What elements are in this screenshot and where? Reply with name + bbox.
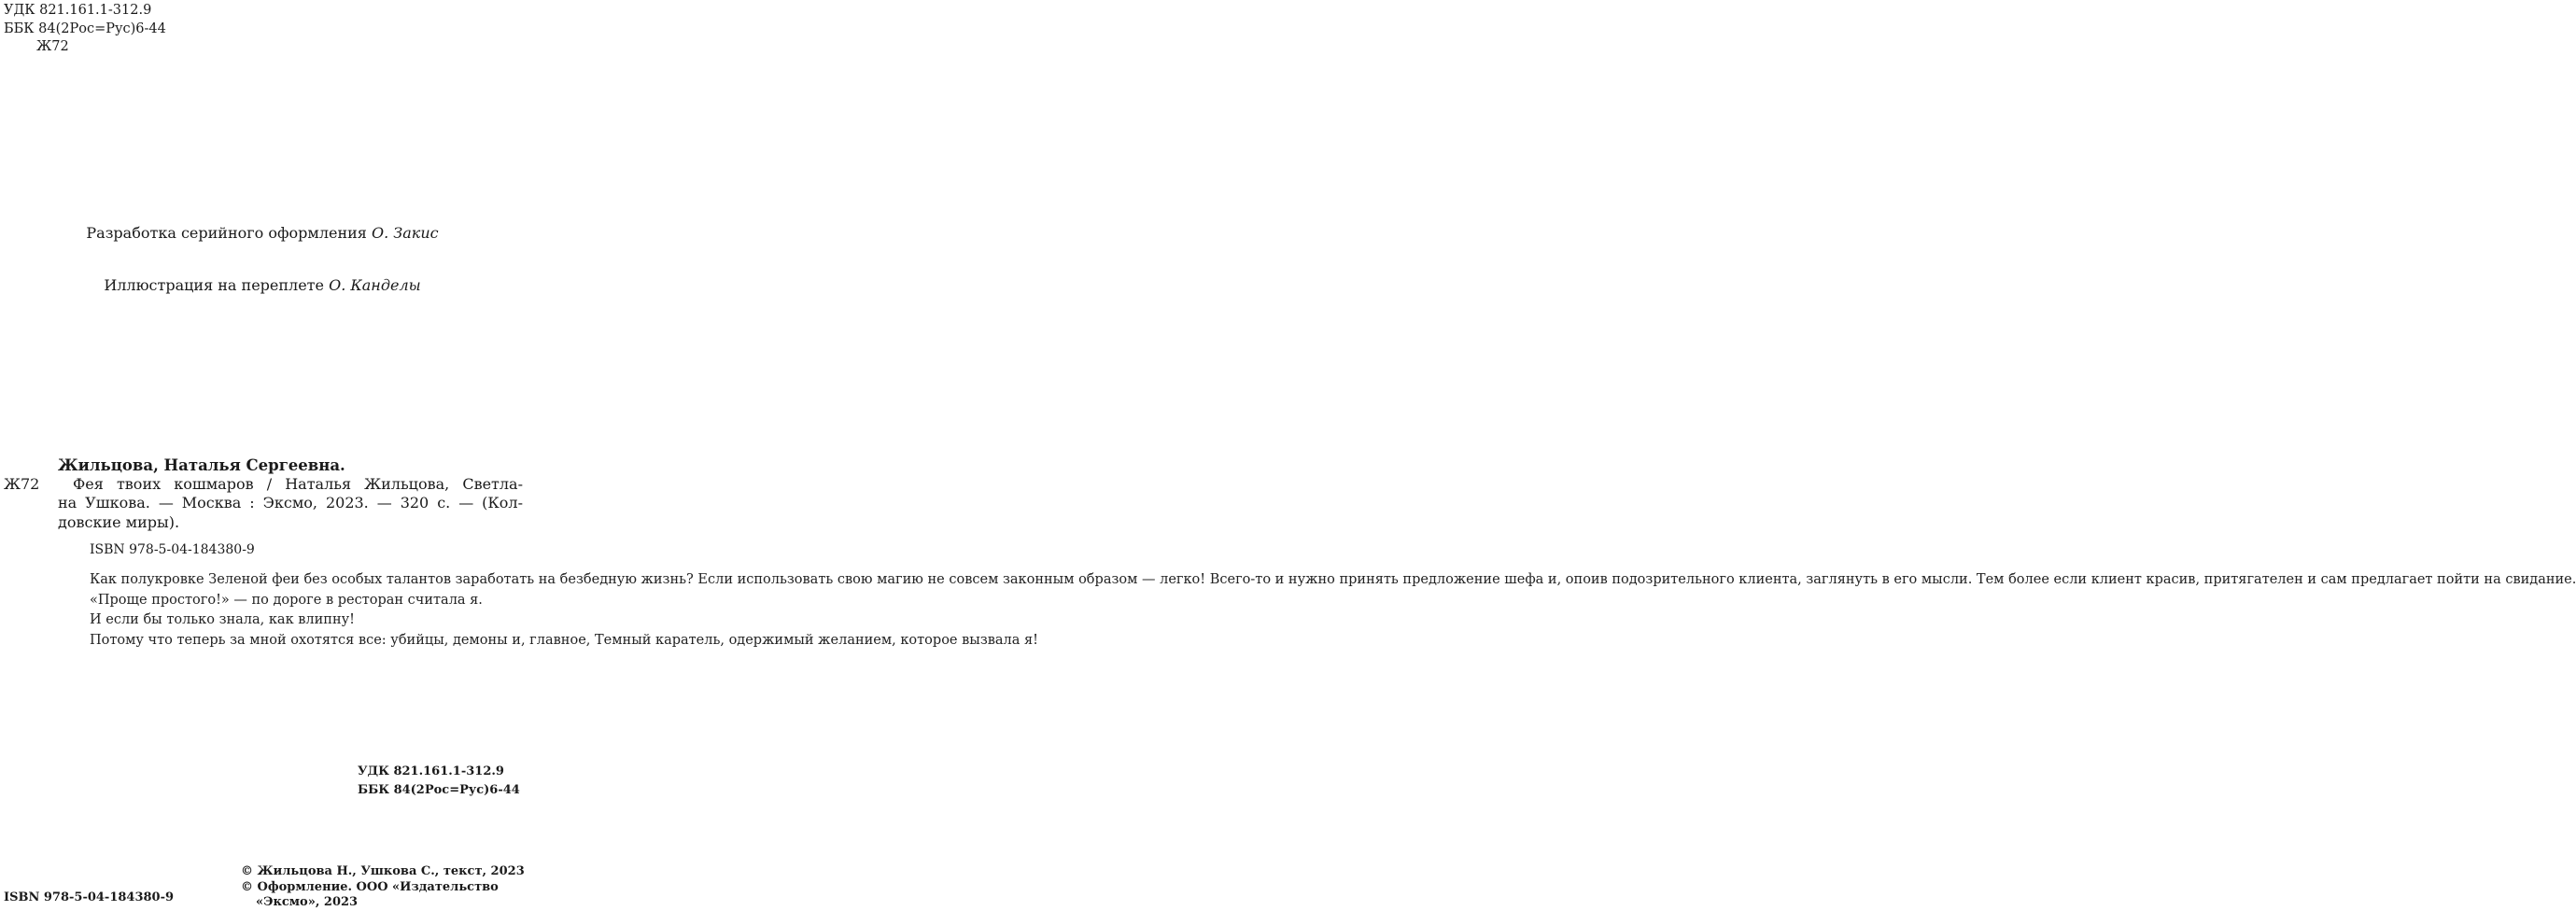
series-design-credit <box>0 224 525 242</box>
series-design-name: О. Закис <box>371 224 439 242</box>
bbk-code: ББК 84(2Рос=Рус)6-44 <box>4 21 166 36</box>
author-heading: Жильцова, Наталья Сергеевна. <box>58 456 345 474</box>
isbn-inline: ISBN 978-5-04-184380-9 <box>90 542 255 557</box>
annotation-paragraph: «Проще простого!» — по дороге в ресторан считала я. <box>90 592 483 608</box>
bibliographic-description <box>58 475 523 532</box>
annotation-paragraph: И если бы только знала, как влипну! <box>90 612 355 627</box>
udc-code: УДК 821.161.1-312.9 <box>358 764 504 778</box>
classification-codes-right <box>358 763 520 800</box>
series-design-label: Разработка серийного оформления <box>86 224 367 242</box>
annotation <box>71 570 2576 651</box>
illustration-name: О. Канделы <box>329 276 421 294</box>
illustration-label: Иллюстрация на переплете <box>104 276 324 294</box>
bib-line: довские миры). <box>58 512 180 531</box>
annotation-paragraph: Как полукровке Зеленой феи без особых талантов заработать на безбедную жизнь? Если использовать свою магию не совсем законным образом — легко! Всего-то и нужно принять предложение шефа и, опоив подозрительного клиента, заглянуть в его мысли. Тем более если клиент красив, притягателен и сам предлагает пойти на свидание. <box>90 572 2576 587</box>
udc-code: УДК 821.161.1-312.9 <box>4 3 152 18</box>
illustration-credit <box>0 276 525 294</box>
copyright-line: © Оформление. ООО «Издательство <box>241 879 499 894</box>
bib-line: на Ушкова. — Москва : Эксмо, 2023. — 320 с. — (Кол- <box>58 494 523 512</box>
author-mark: Ж72 <box>36 39 69 54</box>
bbk-code: ББК 84(2Рос=Рус)6-44 <box>358 783 520 797</box>
catalog-code: Ж72 <box>4 475 40 493</box>
isbn-bottom: ISBN 978-5-04-184380-9 <box>4 890 175 904</box>
annotation-paragraph: Потому что теперь за мной охотятся все: убийцы, демоны и, главное, Темный каратель, одержимый желанием, которое вызвала я! <box>90 632 1038 648</box>
copyright-notice <box>241 864 525 911</box>
bib-line: Фея твоих кошмаров / Наталья Жильцова, Светла- <box>73 475 523 493</box>
top-classification-codes <box>4 2 166 57</box>
copyright-line: «Эксмо», 2023 <box>256 895 359 909</box>
copyright-line: © Жильцова Н., Ушкова С., текст, 2023 <box>241 864 525 878</box>
